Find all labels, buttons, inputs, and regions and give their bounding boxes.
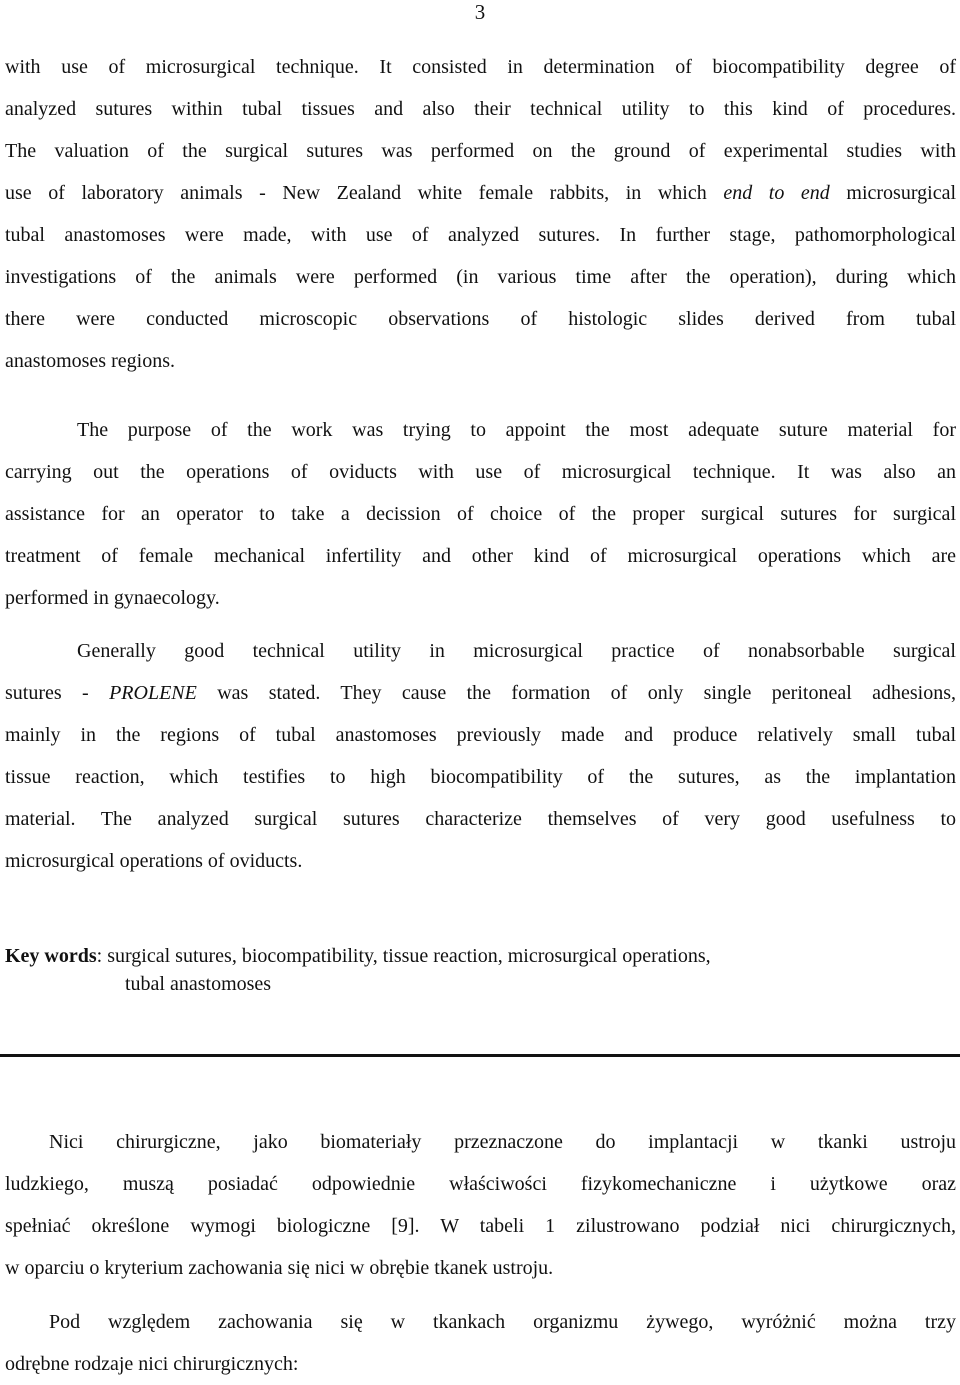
- text-line: The valuation of the surgical sutures was performed on the ground of experimental studies with: [5, 140, 956, 162]
- polish-paragraph-2: [5, 1301, 956, 1385]
- text-line: tissue reaction, which testifies to high biocompatibility of the sutures, as the implantation: [5, 766, 956, 788]
- section-divider: [0, 1054, 960, 1057]
- keywords-continuation: tubal anastomoses: [125, 973, 272, 995]
- text-line: Pod względem zachowania się w tkankach organizmu żywego, wyróżnić można trzy: [49, 1311, 956, 1333]
- italic-phrase: PROLENE: [109, 682, 197, 704]
- text-line: assistance for an operator to take a decission of choice of the proper surgical sutures for surgical: [5, 503, 956, 525]
- keywords-line: [5, 942, 956, 970]
- keywords: [5, 942, 956, 998]
- abstract-paragraph-3: [5, 630, 956, 882]
- text-line: w oparciu o kryterium zachowania się nici w obrębie tkanek ustroju.: [5, 1257, 554, 1279]
- text-line: Generally good technical utility in microsurgical practice of nonabsorbable surgical: [77, 640, 956, 662]
- text-run: sutures -: [5, 682, 110, 704]
- text-line: ludzkiego, muszą posiadać odpowiednie właściwości fizykomechaniczne i użytkowe oraz: [5, 1173, 956, 1195]
- text-line: Nici chirurgiczne, jako biomateriały przeznaczone do implantacji w tkanki ustroju: [49, 1131, 956, 1153]
- text-line: [5, 172, 956, 214]
- abstract-paragraph-2: [5, 409, 956, 619]
- abstract-paragraph-1: [5, 46, 956, 382]
- text-line: tubal anastomoses were made, with use of analyzed sutures. In further stage, pathomorphological: [5, 224, 956, 246]
- text-line: investigations of the animals were performed (in various time after the operation), during which: [5, 266, 956, 288]
- text-run: use of laboratory animals - New Zealand white female rabbits, in which: [5, 182, 724, 204]
- text-line: microsurgical operations of oviducts.: [5, 850, 303, 872]
- text-line: odrębne rodzaje nici chirurgicznych:: [5, 1353, 299, 1375]
- text-run: was stated. They cause the formation of only single peritoneal adhesions,: [196, 682, 957, 704]
- text-line: carrying out the operations of oviducts with use of microsurgical technique. It was also an: [5, 461, 956, 483]
- text-line: performed in gynaecology.: [5, 587, 220, 609]
- keywords-label: Key words: [5, 945, 97, 967]
- text-line: material. The analyzed surgical sutures characterize themselves of very good usefulness to: [5, 808, 956, 830]
- text-line: spełniać określone wymogi biologiczne [9]. W tabeli 1 zilustrowano podział nici chirurgicznych,: [5, 1215, 956, 1237]
- keywords-list: : surgical sutures, biocompatibility, tissue reaction, microsurgical operations,: [96, 945, 711, 967]
- polish-paragraph-1: [5, 1121, 956, 1289]
- text-line: mainly in the regions of tubal anastomoses previously made and produce relatively small tubal: [5, 724, 956, 746]
- text-line: anastomoses regions.: [5, 350, 175, 372]
- text-line: with use of microsurgical technique. It consisted in determination of biocompatibility degree of: [5, 56, 956, 78]
- text-line: analyzed sutures within tubal tissues and also their technical utility to this kind of procedures.: [5, 98, 956, 120]
- text-line: [5, 672, 956, 714]
- italic-phrase: end to end: [723, 182, 830, 204]
- text-line: there were conducted microscopic observations of histologic slides derived from tubal: [5, 308, 956, 330]
- text-run: microsurgical: [829, 182, 957, 204]
- page-number: 3: [474, 0, 486, 24]
- text-line: treatment of female mechanical infertility and other kind of microsurgical operations which are: [5, 545, 956, 567]
- text-line: The purpose of the work was trying to appoint the most adequate suture material for: [77, 419, 956, 441]
